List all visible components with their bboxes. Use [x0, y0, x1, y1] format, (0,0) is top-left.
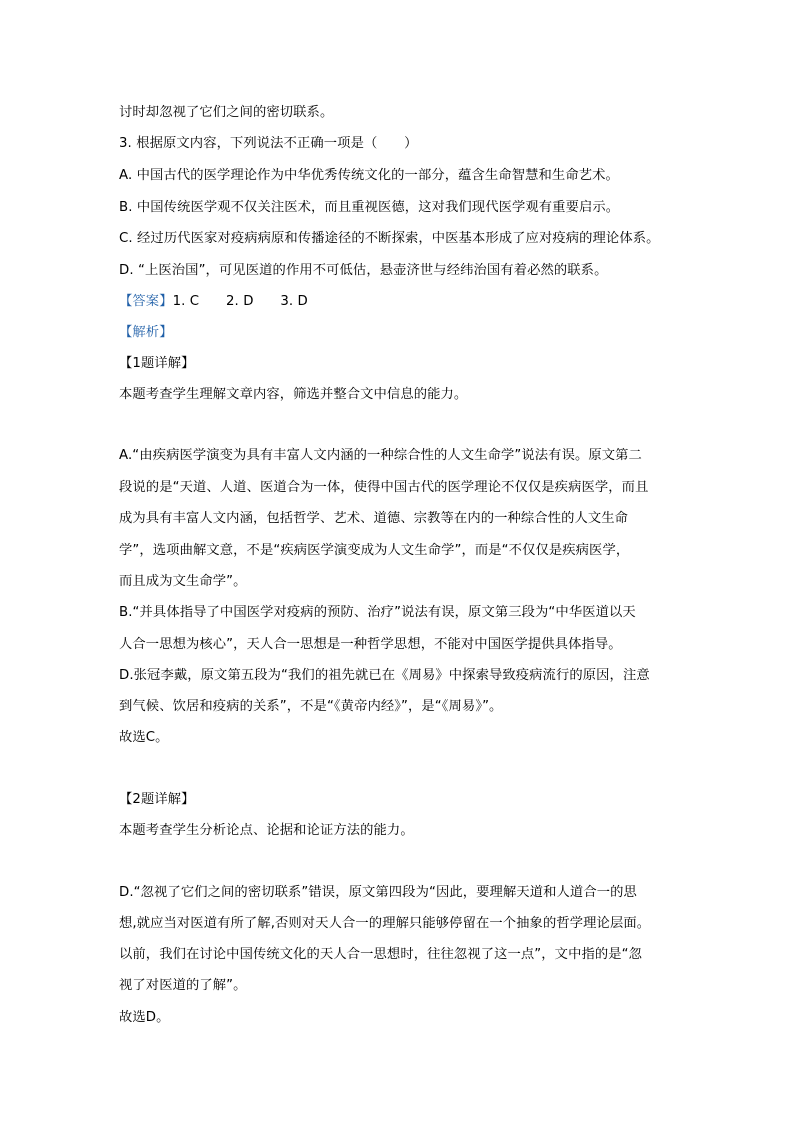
q1-paragraph-d-line: 到气候、饮居和疫病的关系”，不是“《黄帝内经》”，是“《周易》”。: [119, 699, 503, 714]
option-a: A. 中国古代的医学理论作为中华优秀传统文化的一部分，蕴含生命智慧和生命艺术。: [119, 168, 619, 183]
option-b: B. 中国传统医学观不仅关注医术，而且重视医德，这对我们现代医学观有重要启示。: [119, 200, 620, 215]
q1-conclusion: 故选C。: [119, 730, 169, 745]
q1-heading: 【1题详解】: [119, 356, 195, 371]
q2-conclusion: 故选D。: [119, 1010, 170, 1025]
q1-paragraph-a-line: 成为具有丰富人文内涵，包括哲学、艺术、道德、宗教等在内的一种综合性的人文生命: [119, 511, 629, 526]
q1-paragraph-a-line: A.“由疾病医学演变为具有丰富人文内涵的一种综合性的人文生命学”说法有误。原文第二: [119, 448, 642, 463]
q1-paragraph-a-line: 而且成为文生命学”。: [119, 574, 247, 589]
answer-line: [119, 292, 679, 312]
question-3-stem: 3. 根据原文内容，下列说法不正确一项是（ ）: [119, 136, 418, 151]
option-c: C. 经过历代医家对疫病病原和传播途径的不断探索，中医基本形成了应对疫病的理论体系。: [119, 231, 660, 246]
q2-paragraph-d-line: D.“忽视了它们之间的密切联系”错误，原文第四段为“因此，要理解天道和人道合一的思: [119, 885, 637, 900]
q1-intro: 本题考查学生理解文章内容，筛选并整合文中信息的能力。: [119, 387, 468, 402]
analysis-tag: 【解析】: [119, 325, 173, 340]
q1-paragraph-b-line: B.“并具体指导了中国医学对疫病的预防、治疗”说法有误，原文第三段为“中华医道以天: [119, 605, 636, 620]
answer-text: 1. C 2. D 3. D: [172, 294, 308, 309]
q1-paragraph-a-line: 段说的是“天道、人道、医道合为一体，使得中国古代的医学理论不仅仅是疾病医学，而且: [119, 480, 649, 495]
q2-paragraph-d-line: 想,就应当对医道有所了解,否则对天人合一的理解只能够停留在一个抽象的哲学理论层面。: [119, 916, 651, 931]
q1-paragraph-a-line: 学”，选项曲解文意，不是“疾病医学演变成为人文生命学”，而是“不仅仅是疾病医学，: [119, 543, 630, 558]
q1-paragraph-d-line: D.张冠李戴，原文第五段为“我们的祖先就已在《周易》中探索导致疫病流行的原因，注意: [119, 668, 650, 683]
q2-intro: 本题考查学生分析论点、论据和论证方法的能力。: [119, 823, 414, 838]
q2-paragraph-d-line: 视了对医道的了解”。: [119, 978, 247, 993]
answer-tag: 【答案】: [119, 294, 173, 309]
option-d: D. “上医治国”，可见医道的作用不可低估，悬壶济世与经纬治国有着必然的联系。: [119, 263, 608, 278]
text-line: 讨时却忽视了它们之间的密切联系。: [119, 105, 334, 120]
q1-paragraph-b-line: 人合一思想为核心”，天人合一思想是一种哲学思想，不能对中国医学提供具体指导。: [119, 637, 622, 652]
q2-heading: 【2题详解】: [119, 792, 195, 807]
q2-paragraph-d-line: 以前，我们在讨论中国传统文化的天人合一思想时，往往忽视了这一点”，文中指的是“忽: [119, 947, 643, 962]
